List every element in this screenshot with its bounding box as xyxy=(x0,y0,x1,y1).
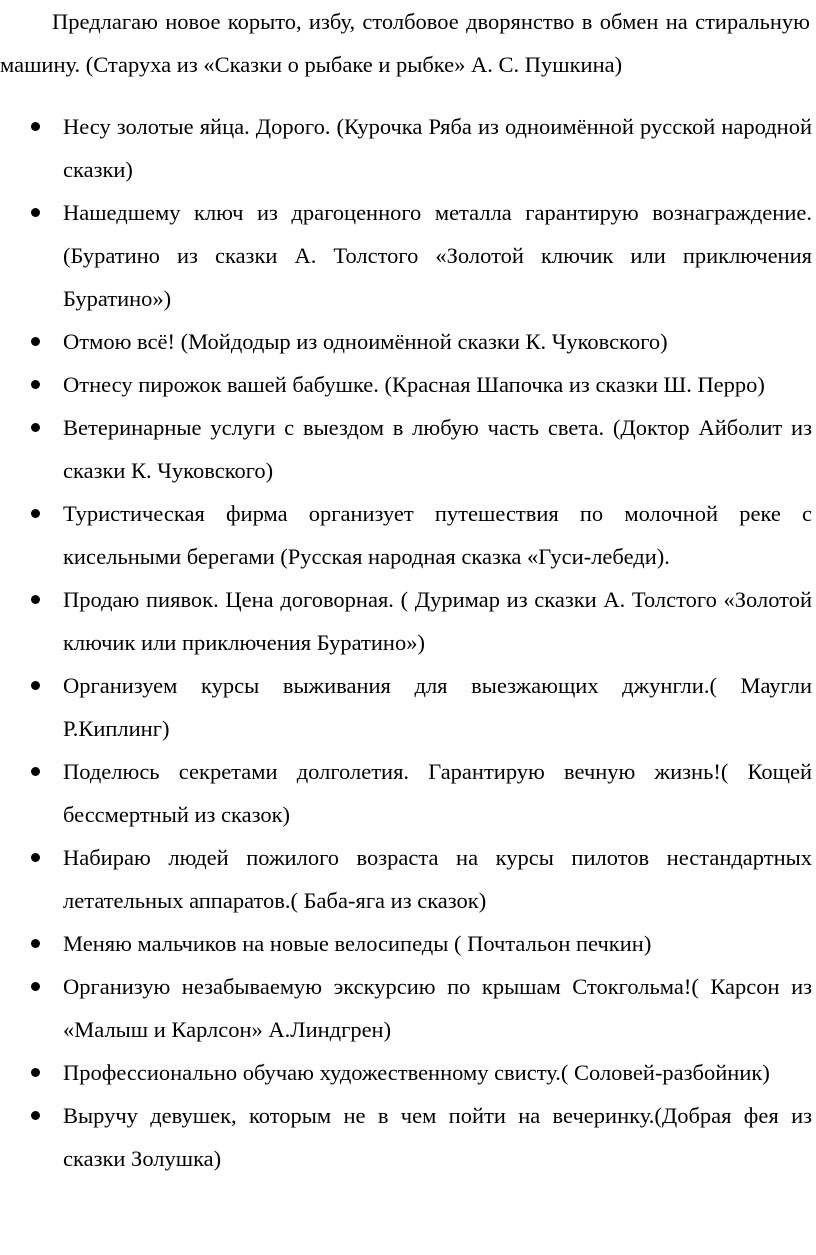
list-item xyxy=(0,965,812,1051)
bullet-icon xyxy=(31,208,40,217)
list-item-text: Организую незабываемую экскурсию по крышам Стокгольма!( Карсон из «Малыш и Карлсон» А.Линдгрен) xyxy=(63,974,812,1042)
list-item xyxy=(0,105,812,191)
list-item-text: Выручу девушек, которым не в чем пойти на вечеринку.(Добрая фея из сказки Золушка) xyxy=(63,1103,812,1171)
ad-list xyxy=(0,105,812,1180)
list-item-text: Туристическая фирма организует путешествия по молочной реке с кисельными берегами (Русская народная сказка «Гуси-лебеди). xyxy=(63,501,812,569)
bullet-icon xyxy=(31,423,40,432)
list-item xyxy=(0,836,812,922)
list-item-text: Меняю мальчиков на новые велосипеды ( Почтальон печкин) xyxy=(63,931,652,956)
bullet-icon xyxy=(31,681,40,690)
bullet-icon xyxy=(31,853,40,862)
list-item-text: Несу золотые яйца. Дорого. (Курочка Ряба из одноимённой русской народной сказки) xyxy=(63,114,812,182)
bullet-icon xyxy=(31,939,40,948)
list-item xyxy=(0,1094,812,1180)
list-item-text: Набираю людей пожилого возраста на курсы пилотов нестандартных летательных аппаратов.( Баба-яга из сказок) xyxy=(63,845,812,913)
list-item xyxy=(0,750,812,836)
list-item xyxy=(0,363,812,406)
list-item-text: Организуем курсы выживания для выезжающих джунгли.( Маугли Р.Киплинг) xyxy=(63,673,812,741)
list-item xyxy=(0,191,812,320)
list-item-text: Профессионально обучаю художественному свисту.( Соловей-разбойник) xyxy=(63,1060,770,1085)
bullet-icon xyxy=(31,595,40,604)
list-item xyxy=(0,320,812,363)
list-item xyxy=(0,922,812,965)
bullet-icon xyxy=(31,509,40,518)
list-item-text: Ветеринарные услуги с выездом в любую часть света. (Доктор Айболит из сказки К. Чуковского) xyxy=(63,415,812,483)
list-item xyxy=(0,1051,812,1094)
bullet-icon xyxy=(31,1111,40,1120)
intro-paragraph: Предлагаю новое корыто, избу, столбовое дворянство в обмен на стиральную машину. (Старуха из «Сказки о рыбаке и рыбке» А. С. Пушкина) xyxy=(0,9,810,77)
bullet-icon xyxy=(31,380,40,389)
list-item-text: Нашедшему ключ из драгоценного металла гарантирую вознаграждение. (Буратино из сказки А. Толстого «Золотой ключик или приключения Буратино») xyxy=(63,200,812,311)
list-item-text: Продаю пиявок. Цена договорная. ( Дуримар из сказки А. Толстого «Золотой ключик или приключения Буратино») xyxy=(63,587,812,655)
list-item xyxy=(0,578,812,664)
bullet-icon xyxy=(31,767,40,776)
list-item-text: Отмою всё! (Мойдодыр из одноимённой сказки К. Чуковского) xyxy=(63,329,668,354)
list-item xyxy=(0,492,812,578)
bullet-icon xyxy=(31,122,40,131)
list-item xyxy=(0,406,812,492)
list-item-text: Поделюсь секретами долголетия. Гарантирую вечную жизнь!( Кощей бессмертный из сказок) xyxy=(63,759,812,827)
bullet-icon xyxy=(31,1068,40,1077)
list-item-text: Отнесу пирожок вашей бабушке. (Красная Шапочка из сказки Ш. Перро) xyxy=(63,372,765,397)
bullet-icon xyxy=(31,982,40,991)
list-item xyxy=(0,664,812,750)
bullet-icon xyxy=(31,337,40,346)
